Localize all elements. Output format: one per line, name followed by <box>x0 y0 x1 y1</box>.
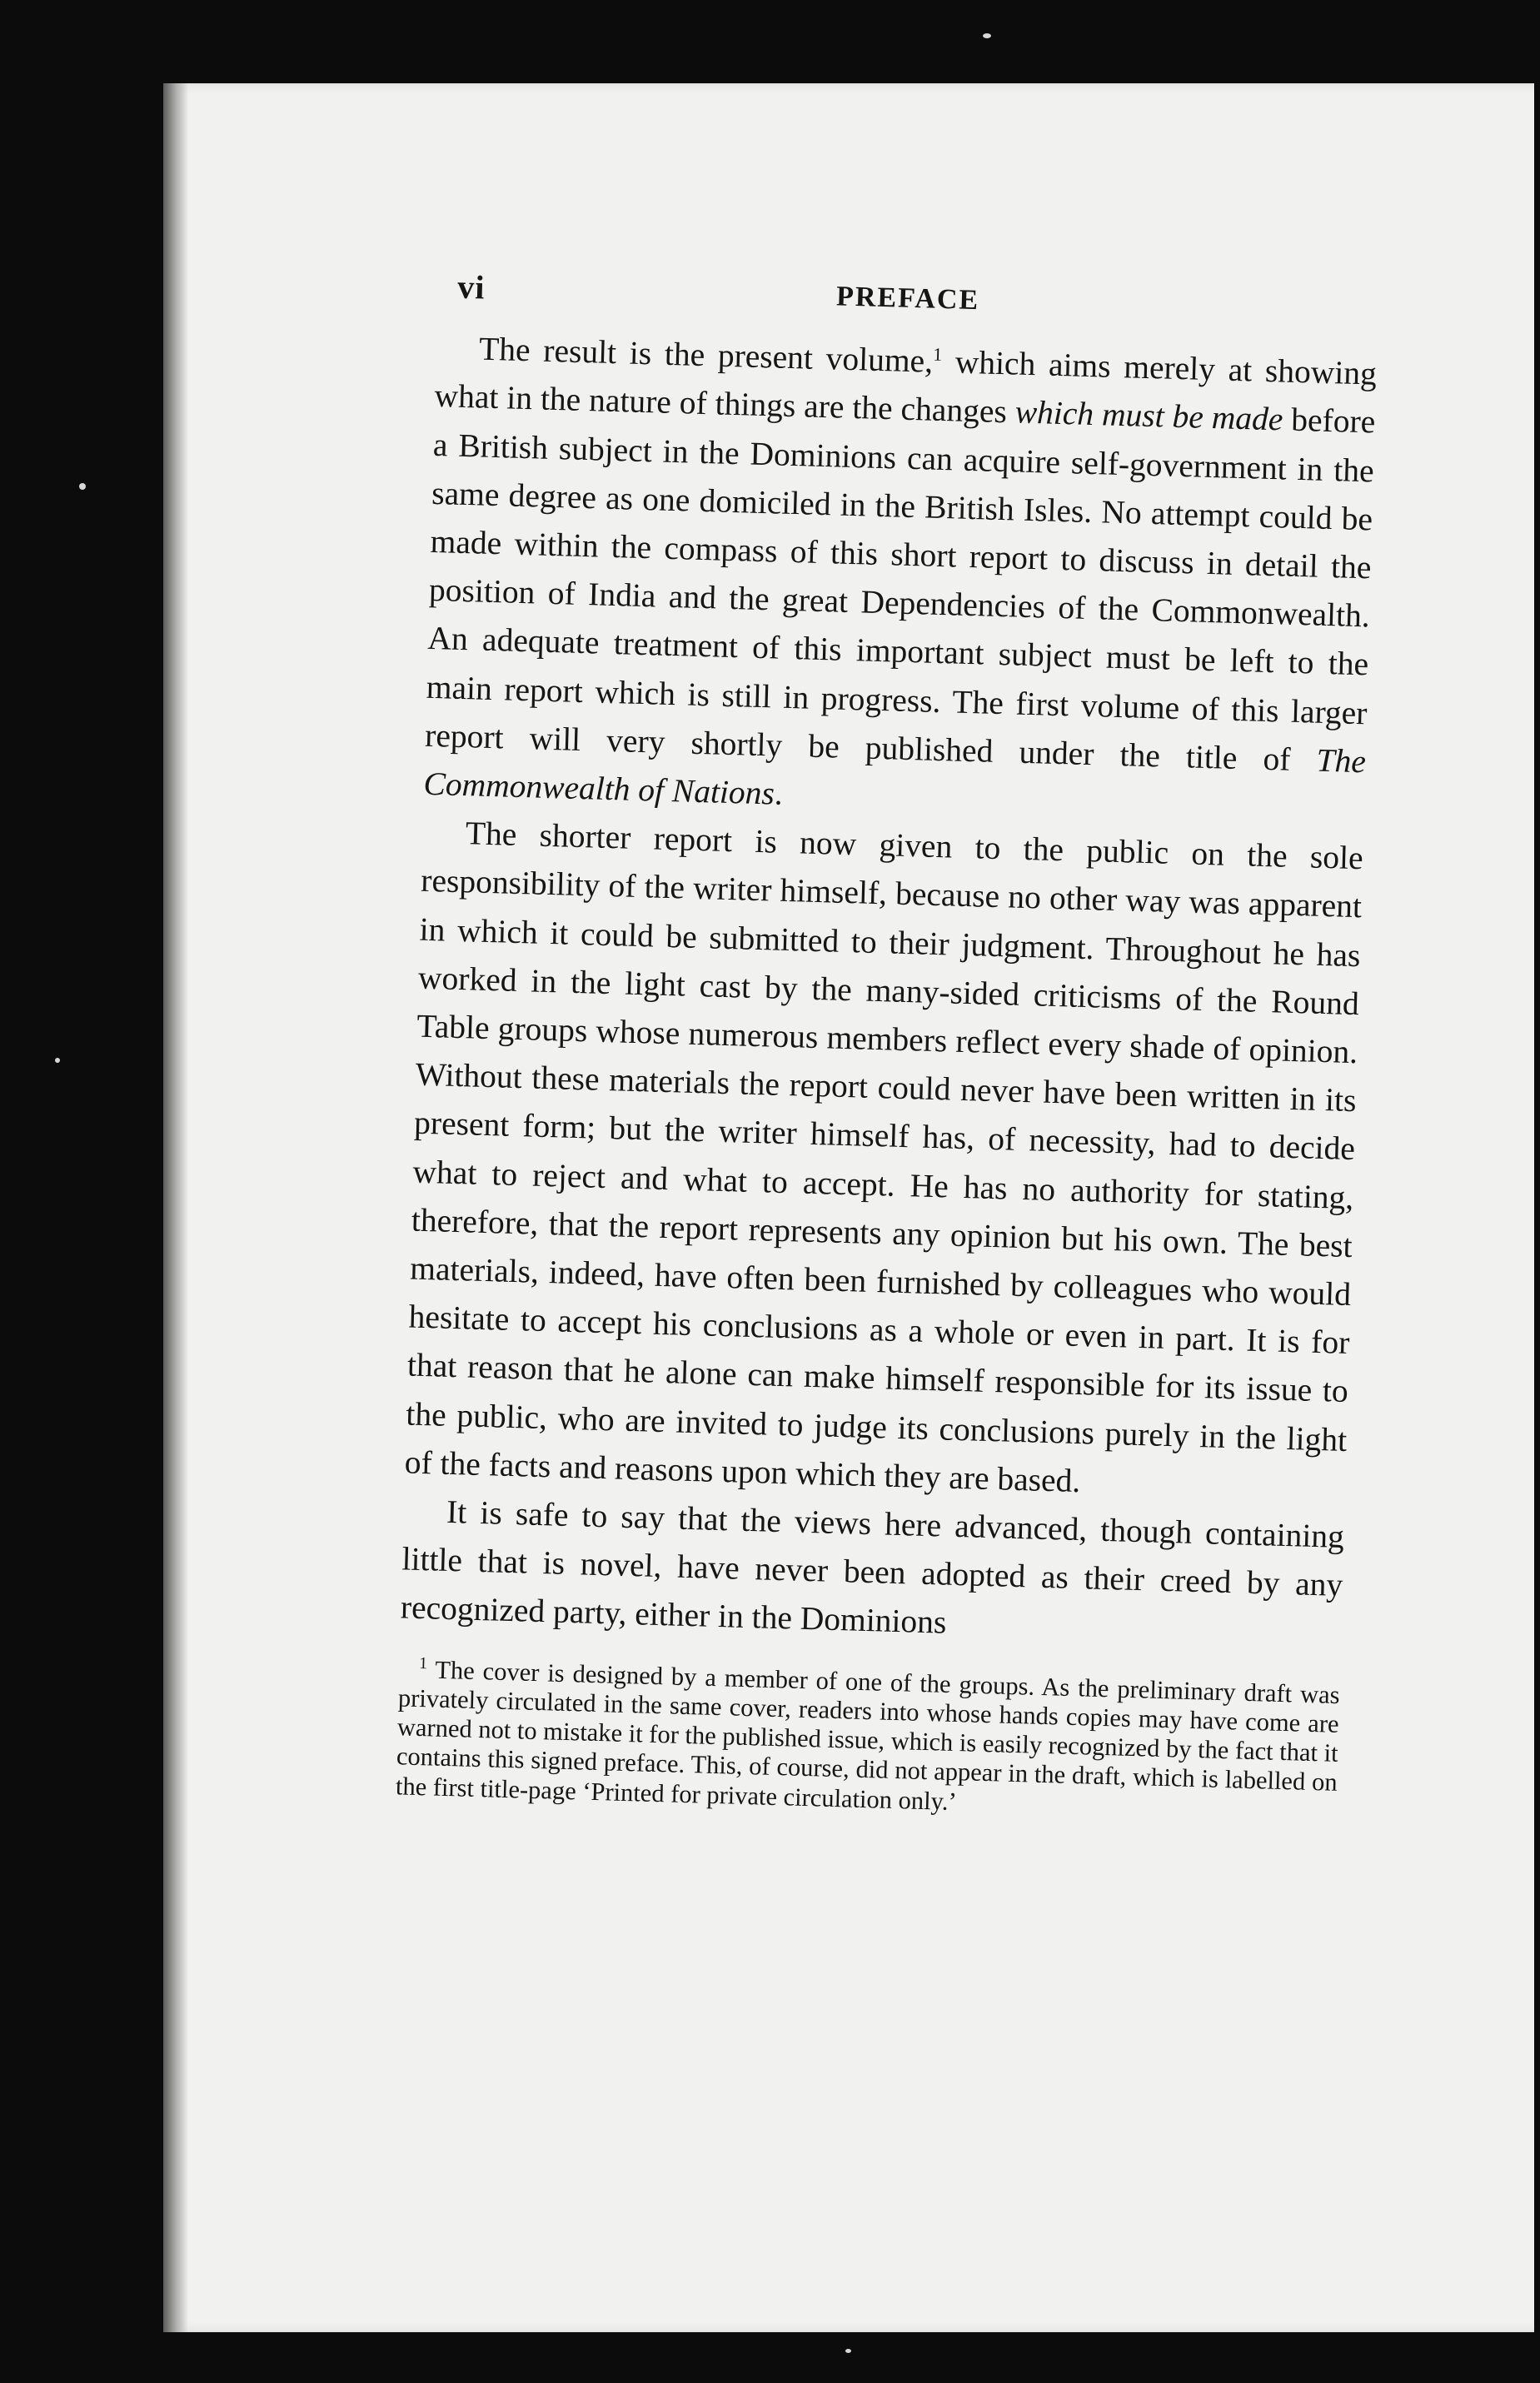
italic-phrase: The Commonwealth of Nations <box>423 741 1367 812</box>
scan-speck <box>55 1058 60 1063</box>
page-text-block <box>395 267 1379 1852</box>
body-text <box>400 317 1378 1658</box>
paragraph-text: before a British subject in the Dominions can acquire self-government in the same degree as one domiciled in the British Isles. No attempt could be made within the compass of this short report to discuss in detail the position of India and the great Dependencies of the Commonwealth. An adequate treatment of this important subject must be left to the main report which is still in progress. The first volume of this larger report will very shortly be published under the title of <box>424 401 1376 779</box>
footnote-marker: 1 <box>418 1653 428 1673</box>
running-title: PREFACE <box>835 281 980 317</box>
paragraph-text: The shorter report is now given to the public on the sole responsibility of the writer himself, because no other way was apparent in which it could be submitted to their judgment. Throughout he has worked in the light cast by the many-sided criticisms of the Round Table groups whose numerous members reflect every shade of opinion. Without these materials the report could never have been written in its present form; but the writer himself has, of necessity, had to decide what to reject and what to accept. He has no authority for stating, therefore, that the report represents any opinion but his own. The best materials, indeed, have often been furnished by colleagues who would hesitate to accept his conclusions as a whole or even in part. It is for that reason that he alone can make himself responsible for its issue to the public, who are invited to judge its conclusions purely in the light of the facts and reasons upon which they are based. <box>404 815 1364 1499</box>
paragraph-text: . <box>774 775 784 812</box>
scan-speck <box>845 2349 851 2353</box>
page-number: vi <box>456 267 486 307</box>
body-paragraph <box>423 317 1378 835</box>
paragraph-text: The result is the present volume, <box>478 330 934 380</box>
footnote-text: The cover is designed by a member of one of the groups. As the preliminary draft was privately circulated in the same cover, readers into whose hands copies may have come are warned not to mistake it for the published issue, which is easily recognized by the fact that it contains this signed preface. This, of course, did not appear in the draft, which is labelled on the first title-page ‘Printed for private circulation only.’ <box>395 1655 1341 1816</box>
paragraph-text: which aims merely at showing what in the nature of things are the changes <box>434 343 1378 431</box>
scan-speck <box>79 483 86 490</box>
page-binding-edge <box>163 83 188 2332</box>
body-paragraph <box>404 808 1363 1513</box>
italic-phrase: which must be made <box>1014 393 1284 438</box>
body-paragraph <box>400 1486 1344 1658</box>
paragraph-text: It is safe to say that the views here advanced, though containing little that is novel, have never been adopted as their creed by any recognized party, either in the Dominions <box>400 1493 1345 1642</box>
scan-speck <box>983 33 991 38</box>
footnote <box>396 1648 1341 1827</box>
footnote-reference: 1 <box>932 343 943 365</box>
